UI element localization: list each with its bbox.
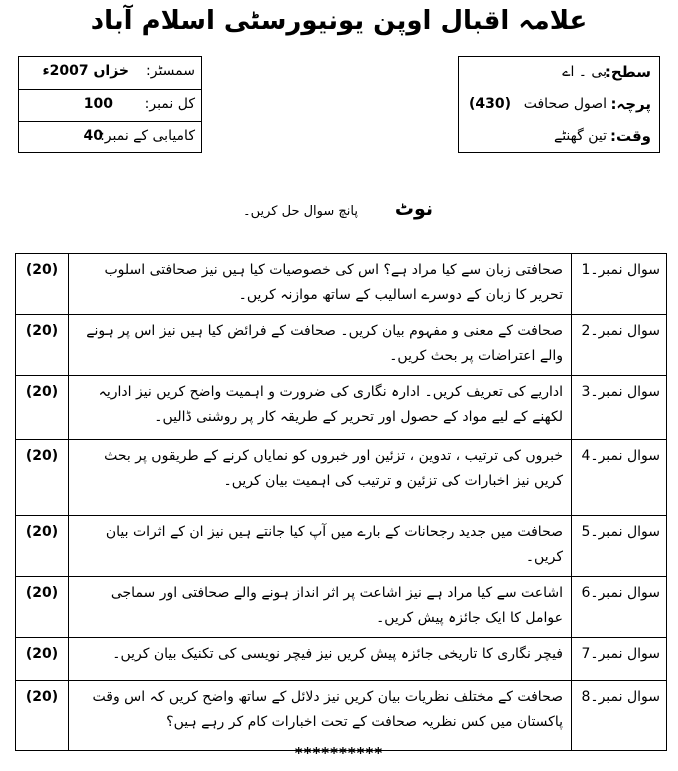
question-marks: (20) [16,516,69,577]
question-number: سوال نمبر۔1 [572,254,667,315]
exam-info-box [18,56,202,153]
note-label: نوٹ [394,198,433,220]
semester-value: خزاں 2007ء [42,63,129,79]
total-marks-label: کل نمبر: [144,96,195,112]
question-number: سوال نمبر۔8 [572,681,667,751]
question-row [16,638,667,681]
level-row [459,57,659,89]
question-number: سوال نمبر۔5 [572,516,667,577]
time-label: وقت: [609,127,651,145]
question-row [16,516,667,577]
question-marks: (20) [16,376,69,440]
question-text: خبروں کی ترتیب ، تدوین ، تزئین اور خبروں کو نمایاں کرنے کے طریقوں پر بحث کریں نیز اخبارات کی تزئین و ترتیب کی اہمیت بیان کریں۔ [69,440,572,516]
question-marks: (20) [16,315,69,376]
question-text: صحافتی زبان سے کیا مراد ہے؟ اس کی خصوصیات کیا ہیں نیز صحافتی اسلوب تحریر کا زبان کے دوسرے اسالیب کے ساتھ موازنہ کریں۔ [69,254,572,315]
question-number: سوال نمبر۔2 [572,315,667,376]
passing-marks-label: کامیابی کے نمبر: [100,128,195,144]
question-text: صحافت کے معنی و مفہوم بیان کریں۔ صحافت کے فرائض کیا ہیں نیز اس پر ہونے والے اعتراضات پر بحث کریں۔ [69,315,572,376]
question-row [16,254,667,315]
question-number: سوال نمبر۔3 [572,376,667,440]
passing-marks-row [19,121,201,153]
paper-label: پرچہ: [610,95,651,113]
time-value: تین گھنٹے [554,128,607,144]
questions-table [15,253,667,751]
question-text: صحافت کے مختلف نظریات بیان کریں نیز دلائل کے ساتھ واضح کریں کہ اس وقت پاکستان میں کس نظریہ صحافت کے تحت اخبارات کام کر رہے ہیں؟ [69,681,572,751]
total-marks-value: 100 [83,96,113,112]
question-number: سوال نمبر۔7 [572,638,667,681]
question-row [16,681,667,751]
level-label: سطح: [604,63,651,81]
semester-row [19,57,201,89]
level-value: بی ۔ اے [562,64,607,80]
question-text: فیچر نگاری کا تاریخی جائزہ پیش کریں نیز فیچر نویسی کی تکنیک بیان کریں۔ [69,638,572,681]
question-number: سوال نمبر۔6 [572,577,667,638]
question-marks: (20) [16,254,69,315]
question-marks: (20) [16,440,69,516]
passing-marks-value: 40 [83,128,103,144]
time-row [459,121,659,153]
question-row [16,440,667,516]
paper-row [459,89,659,121]
total-marks-row [19,89,201,121]
question-marks: (20) [16,638,69,681]
paper-code: (430) [469,96,512,112]
paper-value: اصول صحافت [523,96,607,112]
question-number: سوال نمبر۔4 [572,440,667,516]
question-row [16,315,667,376]
semester-label: سمسٹر: [146,63,195,79]
course-info-box [458,56,660,153]
university-title: علامہ اقبال اوپن یونیورسٹی اسلام آباد [90,6,588,36]
question-row [16,376,667,440]
note-text: پانچ سوال حل کریں۔ [242,204,358,219]
question-text: اشاعت سے کیا مراد ہے نیز اشاعت پر اثر انداز ہونے والے صحافتی اور سماجی عوامل کا ایک جائزہ پیش کریں۔ [69,577,572,638]
question-text: صحافت میں جدید رجحانات کے بارے میں آپ کیا جانتے ہیں نیز ان کے اثرات بیان کریں۔ [69,516,572,577]
question-marks: (20) [16,577,69,638]
question-row [16,577,667,638]
question-text: اداریے کی تعریف کریں۔ ادارہ نگاری کی ضرورت و اہمیت واضح کریں نیز اداریہ لکھنے کے لیے مواد کے حصول اور تحریر کے طریقہ کار پر روشنی ڈالیں۔ [69,376,572,440]
footer-stars: ********** [294,744,384,762]
question-marks: (20) [16,681,69,751]
